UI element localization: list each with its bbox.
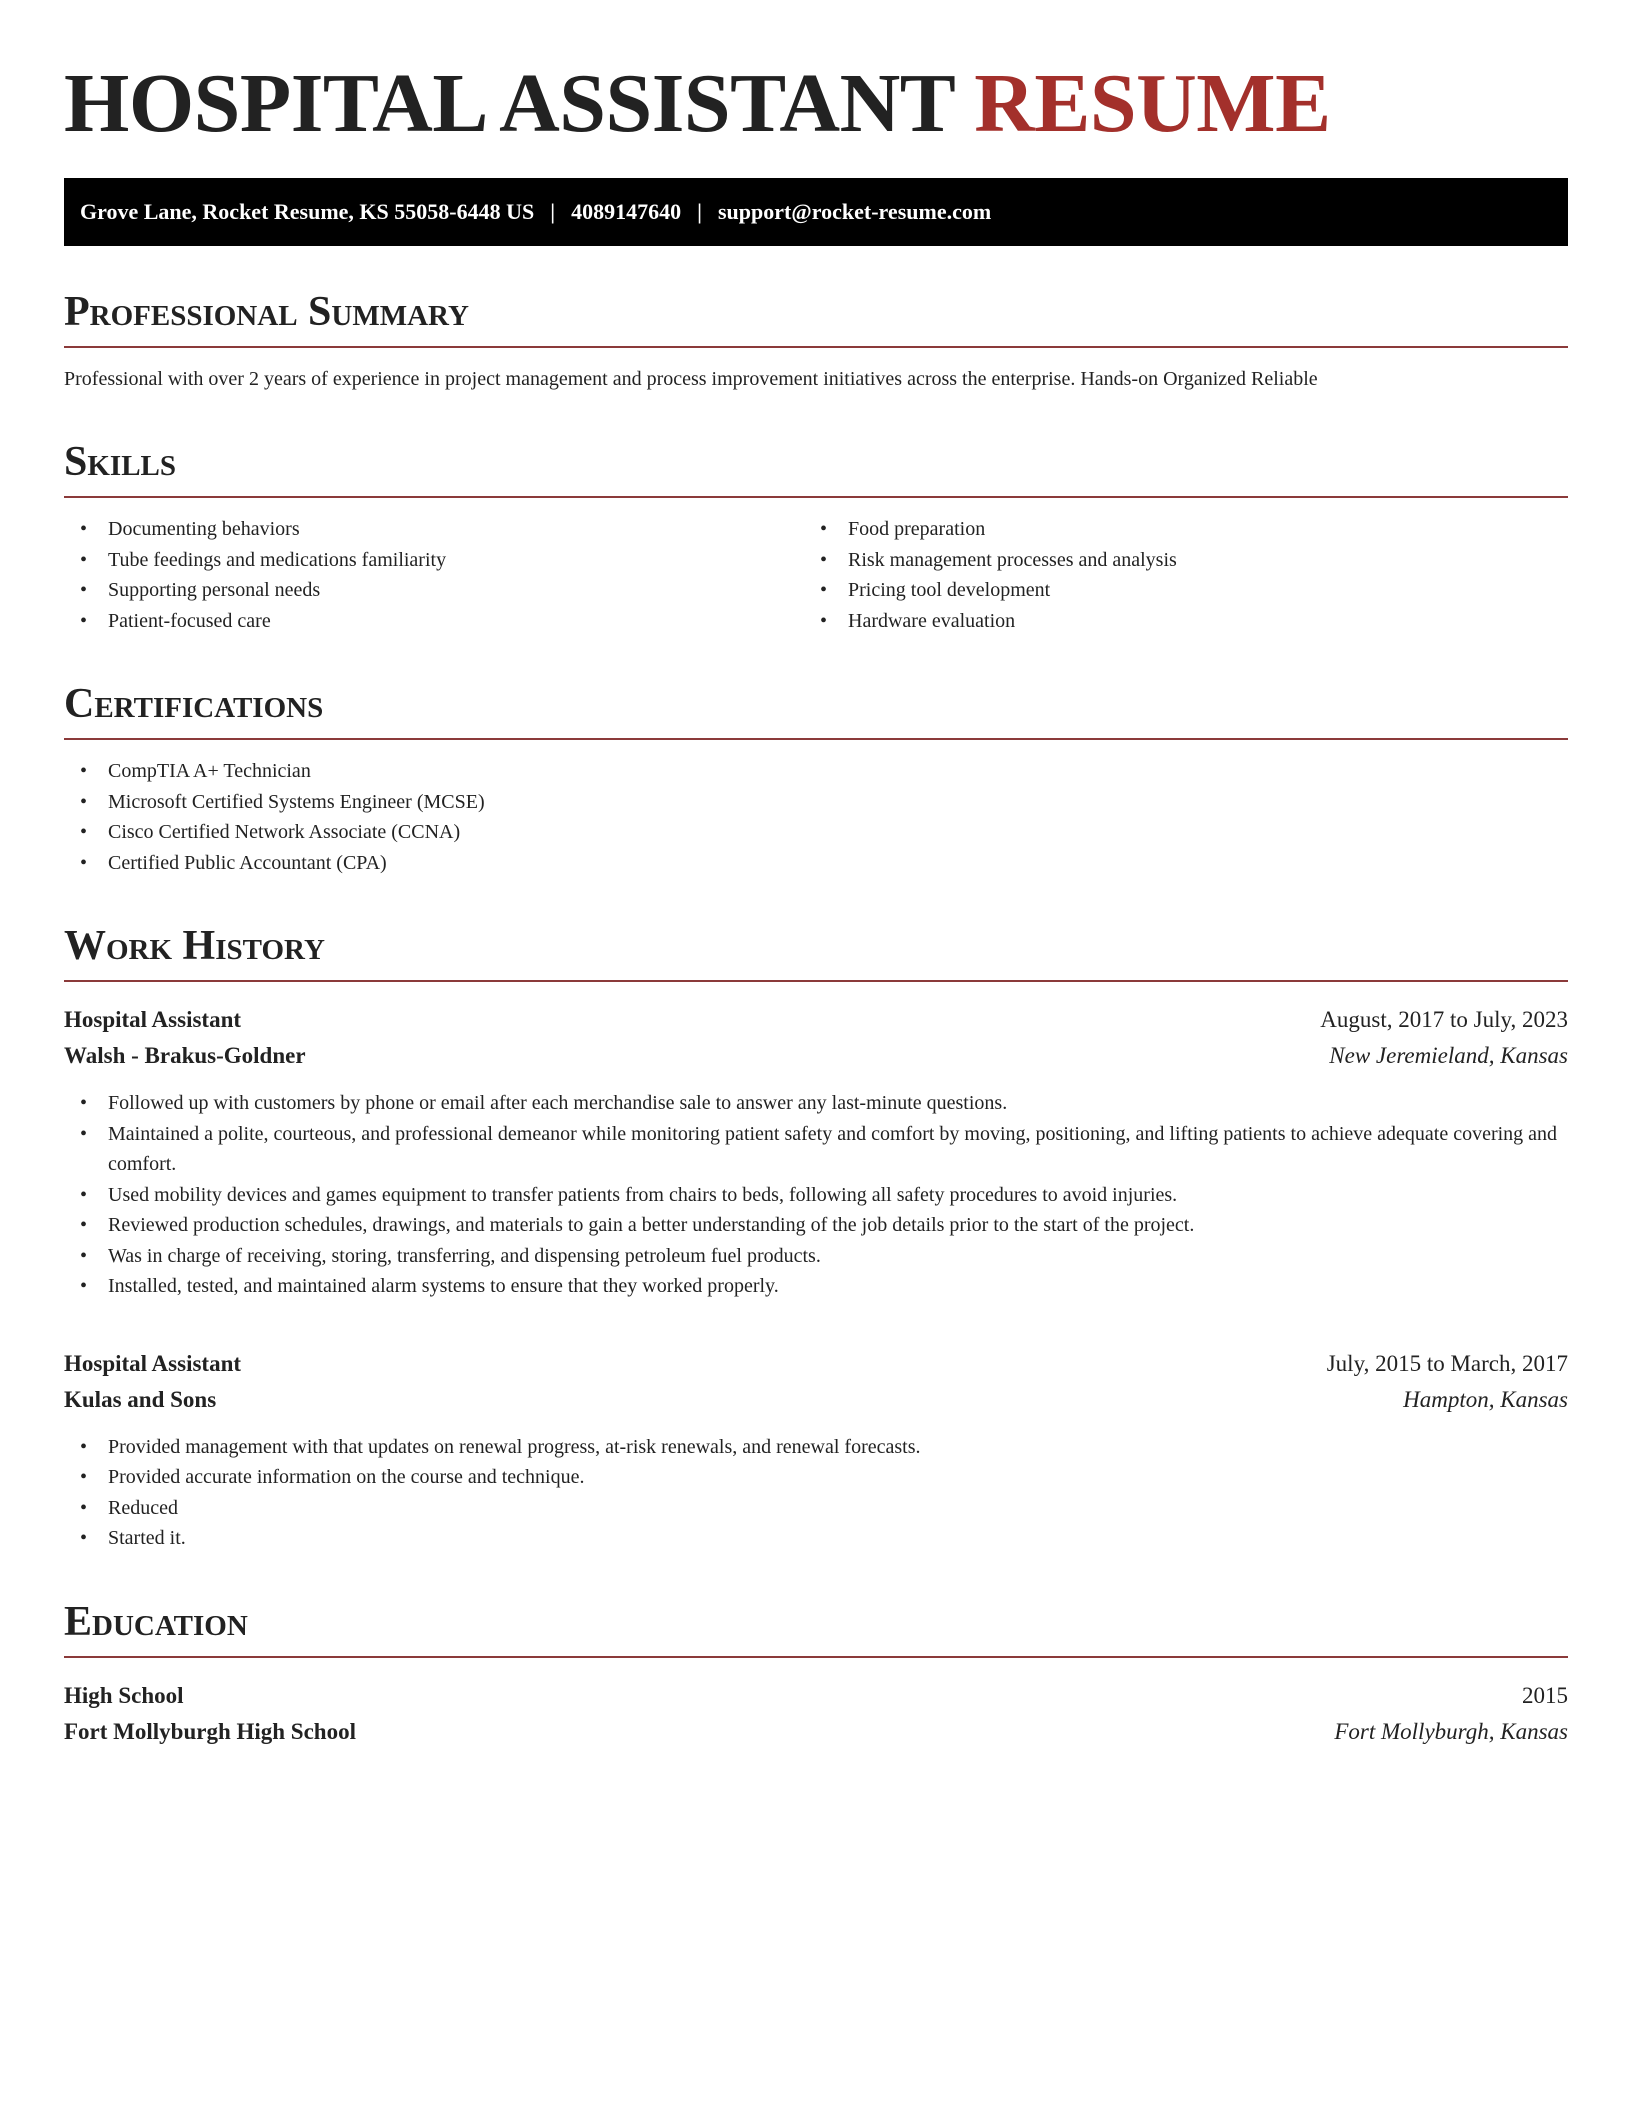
job-title: Hospital Assistant xyxy=(64,1007,242,1032)
skill-item: • Risk management processes and analysis xyxy=(804,545,1568,576)
job-entry xyxy=(64,1002,1568,1302)
job-company-row xyxy=(64,1038,1568,1074)
education-year: 2015 xyxy=(1522,1682,1568,1708)
job-duty: • Reduced xyxy=(64,1493,1568,1524)
skill-item: • Food preparation xyxy=(804,514,1568,545)
skill-item: • Pricing tool development xyxy=(804,575,1568,606)
job-duty: • Maintained a polite, courteous, and professional demeanor while monitoring patient safety and comfort by moving, positioning, and lifting patients to achieve adequate covering and comfort. xyxy=(64,1119,1568,1180)
job-location: Hampton, Kansas xyxy=(1403,1386,1568,1412)
education-degree: High School xyxy=(64,1682,184,1708)
job-title: Hospital Assistant xyxy=(64,1350,242,1376)
job-company-row xyxy=(64,1382,1568,1418)
job-header-row xyxy=(64,1346,1568,1382)
education-heading: Education xyxy=(64,1598,1568,1658)
skill-item: • Supporting personal needs xyxy=(64,575,804,606)
work-history-heading: Work History xyxy=(64,922,1568,982)
skill-item: • Hardware evaluation xyxy=(804,606,1568,637)
certifications-list xyxy=(64,756,1568,878)
title-main: HOSPITAL ASSISTANT xyxy=(64,57,954,150)
job-company: Kulas and Sons xyxy=(64,1386,217,1412)
certifications-heading: Certifications xyxy=(64,680,1568,740)
job-header-row xyxy=(64,1002,1568,1038)
skills-heading: Skills xyxy=(64,438,1568,498)
contact-bar xyxy=(64,178,1568,246)
skills-list-left xyxy=(64,514,804,636)
contact-separator: | xyxy=(697,199,702,224)
contact-phone: 4089147640 xyxy=(571,199,682,224)
skills-list-right xyxy=(804,514,1568,636)
skill-item: • Tube feedings and medications familiarity xyxy=(64,545,804,576)
contact-email: support@rocket-resume.com xyxy=(717,199,992,224)
education-header-row xyxy=(64,1678,1568,1714)
certification-item: • Certified Public Accountant (CPA) xyxy=(64,848,1568,879)
contact-address: Grove Lane, Rocket Resume, KS 55058-6448 US xyxy=(80,199,535,224)
resume-title xyxy=(64,58,1568,150)
job-duties-list xyxy=(64,1432,1568,1554)
job-duty: • Used mobility devices and games equipment to transfer patients from chairs to beds, following all safety procedures to avoid injuries. xyxy=(64,1180,1568,1211)
job-duty: • Reviewed production schedules, drawings, and materials to gain a better understanding of the job details prior to the start of the project. xyxy=(64,1210,1568,1241)
skill-item: • Documenting behaviors xyxy=(64,514,804,545)
certification-item: • Cisco Certified Network Associate (CCNA) xyxy=(64,817,1568,848)
education-school-row xyxy=(64,1714,1568,1750)
job-duty: • Followed up with customers by phone or email after each merchandise sale to answer any last-minute questions. xyxy=(64,1088,1568,1119)
summary-heading: Professional Summary xyxy=(64,288,1568,348)
certification-item: • Microsoft Certified Systems Engineer (MCSE) xyxy=(64,787,1568,818)
job-duty: • Was in charge of receiving, storing, transferring, and dispensing petroleum fuel products. xyxy=(64,1241,1568,1272)
education-entry xyxy=(64,1678,1568,1750)
contact-separator: | xyxy=(550,199,556,224)
job-duty: • Started it. xyxy=(64,1523,1568,1554)
job-company: Walsh - Brakus-Goldner xyxy=(64,1043,306,1068)
title-accent: RESUME xyxy=(974,57,1331,150)
skills-grid xyxy=(64,514,1568,636)
skill-item: • Patient-focused care xyxy=(64,606,804,637)
job-duty: • Provided accurate information on the course and technique. xyxy=(64,1462,1568,1493)
job-dates: July, 2015 to March, 2017 xyxy=(1326,1350,1568,1376)
certification-item: • CompTIA A+ Technician xyxy=(64,756,1568,787)
job-entry xyxy=(64,1346,1568,1554)
summary-text: Professional with over 2 years of experience in project management and process improvement initiatives across the enterprise. Hands-on Organized Reliable xyxy=(64,368,1318,390)
education-location: Fort Mollyburgh, Kansas xyxy=(1334,1718,1568,1744)
job-duties-list xyxy=(64,1088,1568,1302)
job-duty: • Provided management with that updates on renewal progress, at-risk renewals, and renewal forecasts. xyxy=(64,1432,1568,1463)
education-school: Fort Mollyburgh High School xyxy=(64,1718,356,1744)
job-duty: • Installed, tested, and maintained alarm systems to ensure that they worked properly. xyxy=(64,1271,1568,1302)
job-location: New Jeremieland, Kansas xyxy=(1329,1043,1568,1068)
job-dates: August, 2017 to July, 2023 xyxy=(1320,1007,1568,1032)
